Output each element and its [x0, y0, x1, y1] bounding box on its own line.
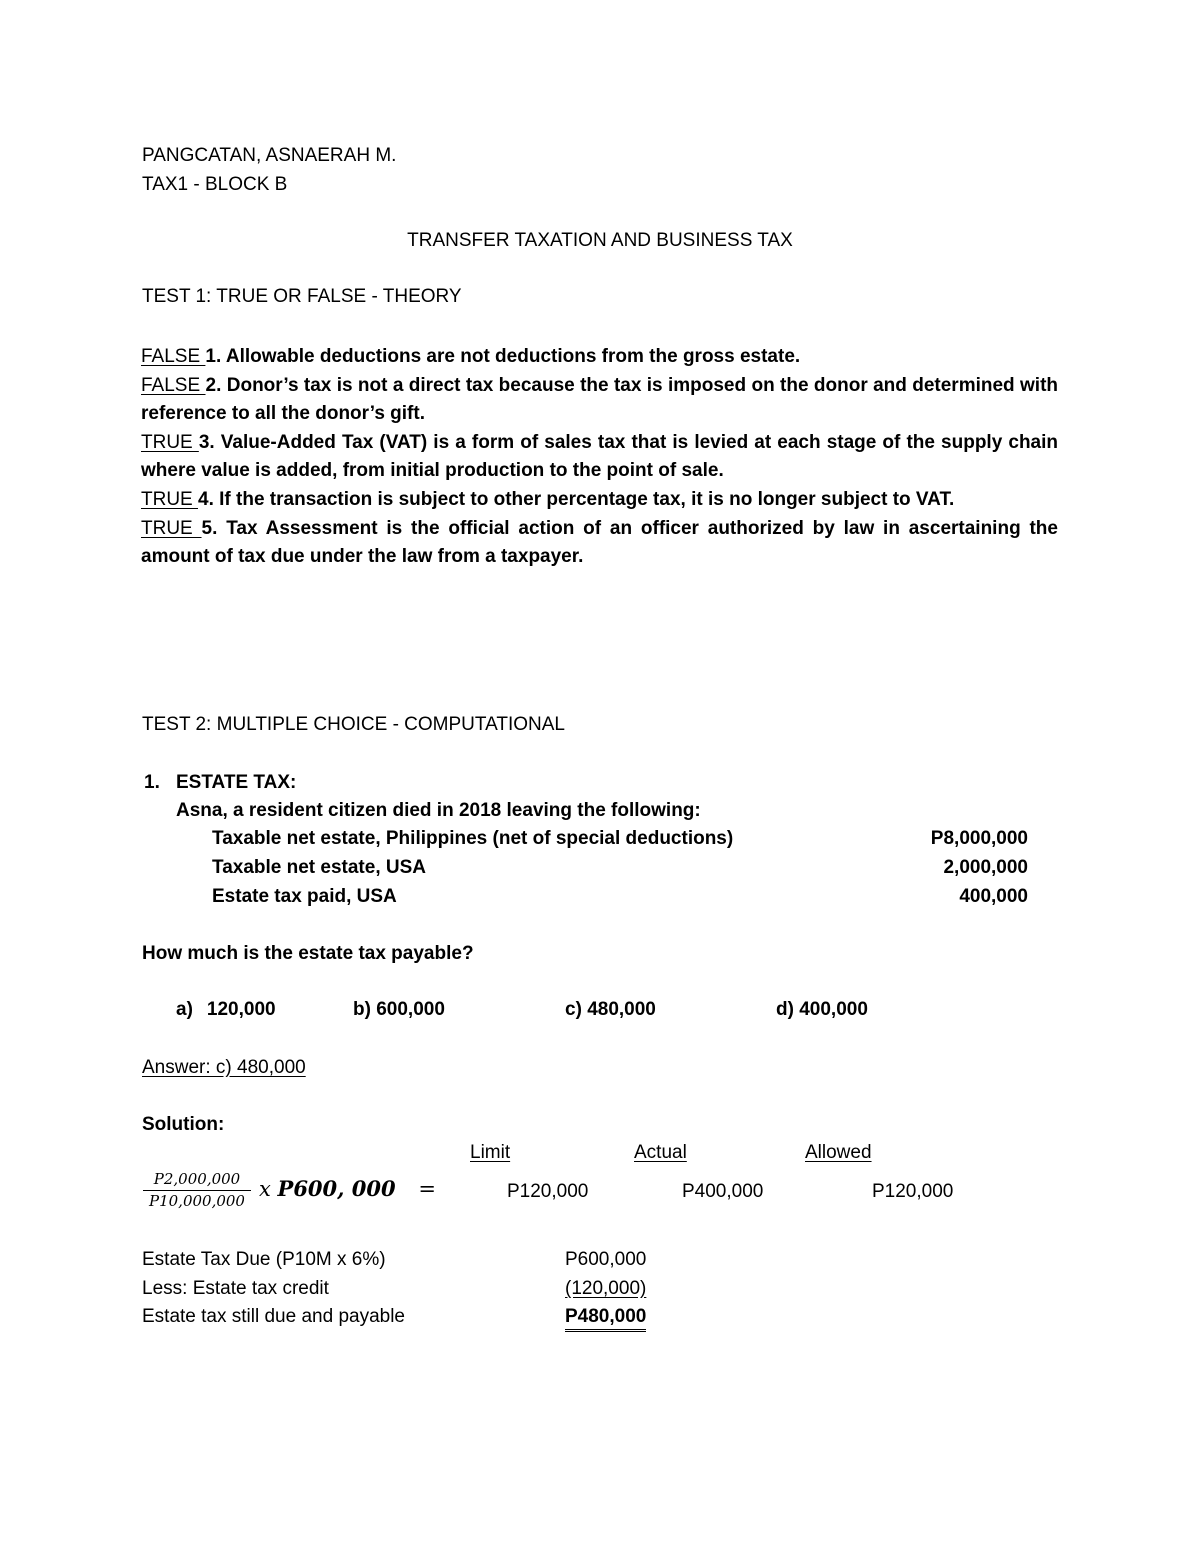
summary-label-payable: Estate tax still due and payable: [142, 1306, 406, 1327]
given-value-tax-paid: 400,000: [959, 886, 1028, 907]
student-name: PANGCATAN, ASNAERAH M.: [142, 145, 397, 166]
formula-fraction: [143, 1170, 251, 1210]
given-label-ph: Taxable net estate, Philippines (net of special deductions): [212, 828, 734, 849]
tf-item: [141, 486, 1058, 515]
choice-letter: a): [176, 999, 193, 1020]
class-block: TAX1 - BLOCK B: [142, 174, 288, 195]
question-text: How much is the estate tax payable?: [142, 943, 474, 964]
tf-item-number: 1: [205, 346, 216, 367]
tf-item-text: . Value-Added Tax (VAT) is a form of sales tax that is levied at each stage of the supply chain where value is added, from initial production to the point of sale.: [141, 431, 1058, 482]
fraction-bar: [143, 1190, 251, 1191]
choice-letter: d): [776, 999, 794, 1020]
choice-value: 600,000: [376, 999, 445, 1020]
choice-c: [565, 1000, 656, 1019]
tf-item-number: 5: [201, 517, 213, 539]
payable-amount: P480,000: [565, 1306, 646, 1332]
tf-item-text: . If the transaction is subject to other percentage tax, it is no longer subject to VAT.: [208, 488, 955, 510]
fraction-numerator: P2,000,000: [153, 1170, 241, 1188]
limit-value: P120,000: [507, 1181, 589, 1202]
choice-letter: c): [565, 999, 582, 1020]
choice-value: 400,000: [799, 999, 868, 1020]
summary-value-credit: (120,000): [565, 1278, 647, 1299]
tf-item-text: . Donor’s tax is not a direct tax because the tax is imposed on the donor and determined with reference to all the donor’s gift.: [141, 374, 1058, 425]
tf-item-text: . Tax Assessment is the official action of an officer authorized by law in ascertaining the amount of tax due under the law from a taxpayer.: [141, 517, 1058, 568]
tf-answer-mark: TRUE: [141, 517, 202, 539]
tf-answer-mark: FALSE: [141, 346, 206, 367]
column-header-actual: Actual: [634, 1142, 687, 1163]
question-intro: Asna, a resident citizen died in 2018 leaving the following:: [176, 800, 701, 821]
question-topic: ESTATE TAX:: [176, 772, 297, 793]
test1-heading: TEST 1: TRUE OR FALSE - THEORY: [142, 286, 462, 307]
equals-symbol: =: [418, 1177, 436, 1201]
formula-multiplier: [259, 1178, 436, 1200]
tf-item-number: 2: [205, 374, 217, 396]
test1-items: [141, 343, 1058, 572]
column-header-limit: Limit: [470, 1142, 511, 1163]
summary-label-credit: Less: Estate tax credit: [142, 1278, 329, 1299]
tf-item-text: . Allowable deductions are not deductions from the gross estate.: [216, 346, 801, 367]
tf-item: [141, 429, 1058, 486]
formula-amount: P600, 000: [277, 1176, 396, 1201]
choice-value: 480,000: [587, 999, 656, 1020]
tf-item: [141, 515, 1058, 572]
tf-answer-mark: TRUE: [141, 431, 199, 453]
choice-letter: b): [353, 999, 371, 1020]
question-number: 1.: [144, 772, 160, 793]
given-value-usa: 2,000,000: [943, 857, 1028, 878]
given-label-usa: Taxable net estate, USA: [212, 857, 427, 878]
times-symbol: x: [259, 1177, 271, 1201]
tf-item: [141, 343, 1058, 372]
tf-item: [141, 372, 1058, 429]
summary-value-due: P600,000: [565, 1249, 647, 1270]
answer-text: Answer: c) 480,000: [142, 1057, 306, 1078]
actual-value: P400,000: [682, 1181, 764, 1202]
choice-b: [353, 1000, 445, 1019]
given-value-ph: P8,000,000: [930, 828, 1028, 849]
document-title: TRANSFER TAXATION AND BUSINESS TAX: [407, 230, 793, 251]
column-header-allowed: Allowed: [805, 1142, 872, 1163]
choice-a: [176, 1000, 276, 1019]
tf-item-number: 4: [198, 488, 209, 510]
tf-answer-mark: TRUE: [141, 488, 198, 510]
summary-value-payable: [565, 1307, 646, 1326]
fraction-denominator: P10,000,000: [149, 1192, 245, 1210]
summary-label-due: Estate Tax Due (P10M x 6%): [142, 1249, 386, 1270]
given-label-tax-paid: Estate tax paid, USA: [212, 886, 397, 907]
tf-answer-mark: FALSE: [141, 374, 206, 396]
test2-heading: TEST 2: MULTIPLE CHOICE - COMPUTATIONAL: [142, 714, 565, 735]
choice-value: 120,000: [206, 999, 276, 1020]
tf-item-number: 3: [198, 431, 210, 453]
solution-label: Solution:: [142, 1114, 225, 1135]
allowed-value: P120,000: [872, 1181, 954, 1202]
choice-d: [776, 1000, 868, 1019]
